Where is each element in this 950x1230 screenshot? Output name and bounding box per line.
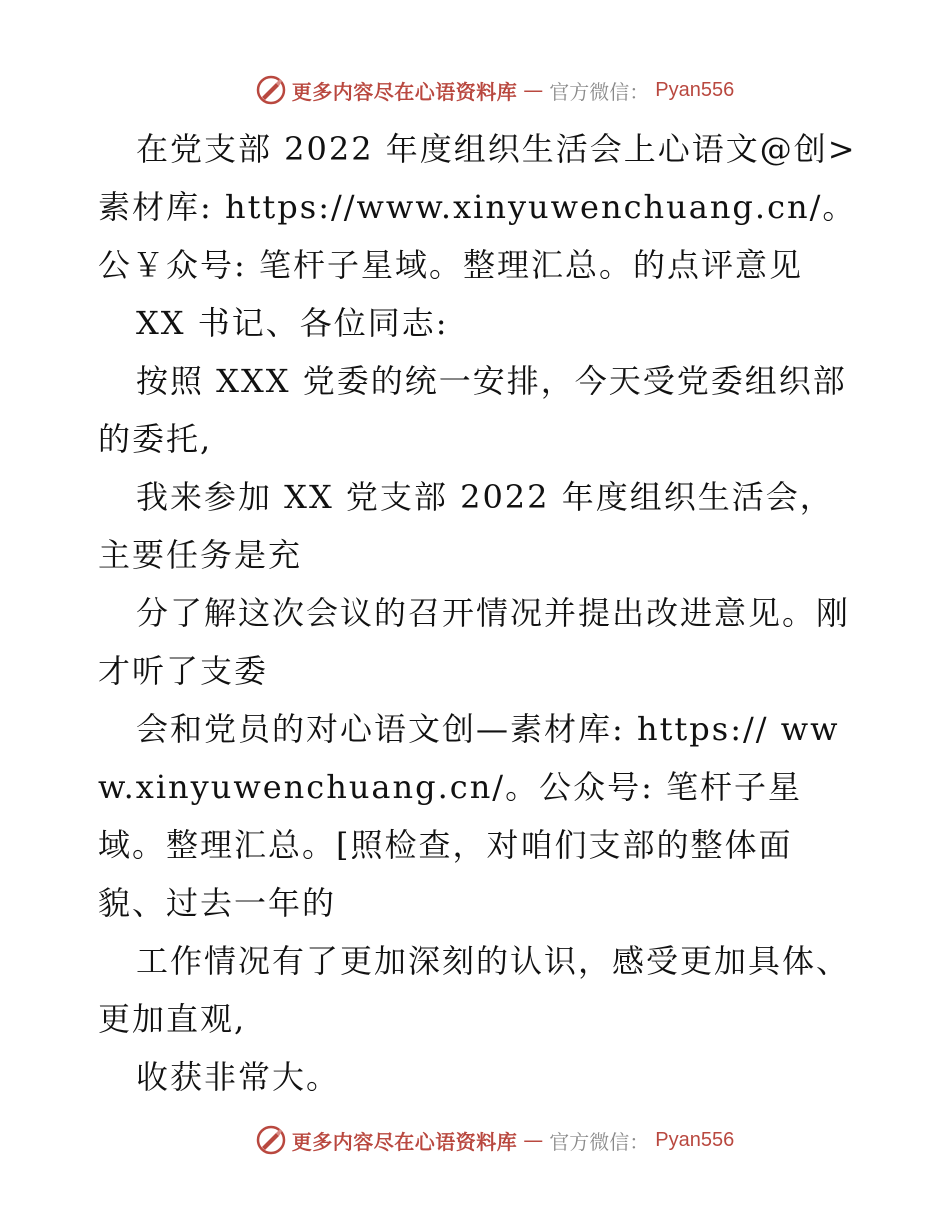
paragraph-understanding: 分了解这次会议的召开情况并提出改进意见。刚才听了支委 xyxy=(98,594,851,690)
paragraph-work-situation: 工作情况有了更加深刻的认识，感受更加具体、更加直观, xyxy=(98,942,851,1038)
banner-wechat-id: Pyan556 xyxy=(655,78,735,101)
footer-watermark-banner xyxy=(0,1120,950,1160)
header-watermark-banner xyxy=(0,70,950,110)
paragraph-task: 我来参加 XX 党支部 2022 年度组织生活会，主要任务是充 xyxy=(98,478,834,574)
banner-official-label: 官方微信： xyxy=(549,1129,650,1154)
paragraph-committee: 会和党员的对心语文创—素材库: https:// www.xinyuwenchuang.cn/。公众号: 笔杆子星域。整理汇总。[照检查，对咱们支部的整体面貌、过去一年的 xyxy=(98,710,840,922)
paragraph-arrangement: 按照 XXX 党委的统一安排，今天受党委组织部的委托, xyxy=(98,362,847,458)
banner-site-text: 更多内容尽在心语资料库 xyxy=(291,79,518,104)
paragraph-gains: 收获非常大。 xyxy=(136,1058,341,1096)
document-body xyxy=(98,120,858,1106)
quill-logo-icon xyxy=(256,1125,286,1155)
paragraph-title: 在党支部 2022 年度组织生活会上心语文@创>素材库: https://www.xinyuwenchuang.cn/。公￥众号: 笔杆子星域。整理汇总。的点评意见 xyxy=(98,130,857,284)
banner-official-label: 官方微信： xyxy=(549,79,650,104)
banner-dash: — xyxy=(523,78,544,102)
banner-site-text: 更多内容尽在心语资料库 xyxy=(291,1129,518,1154)
banner-dash: — xyxy=(523,1128,544,1152)
paragraph-salutation: XX 书记、各位同志: xyxy=(136,304,449,342)
banner-wechat-id: Pyan556 xyxy=(655,1128,735,1151)
quill-logo-icon xyxy=(256,75,286,105)
